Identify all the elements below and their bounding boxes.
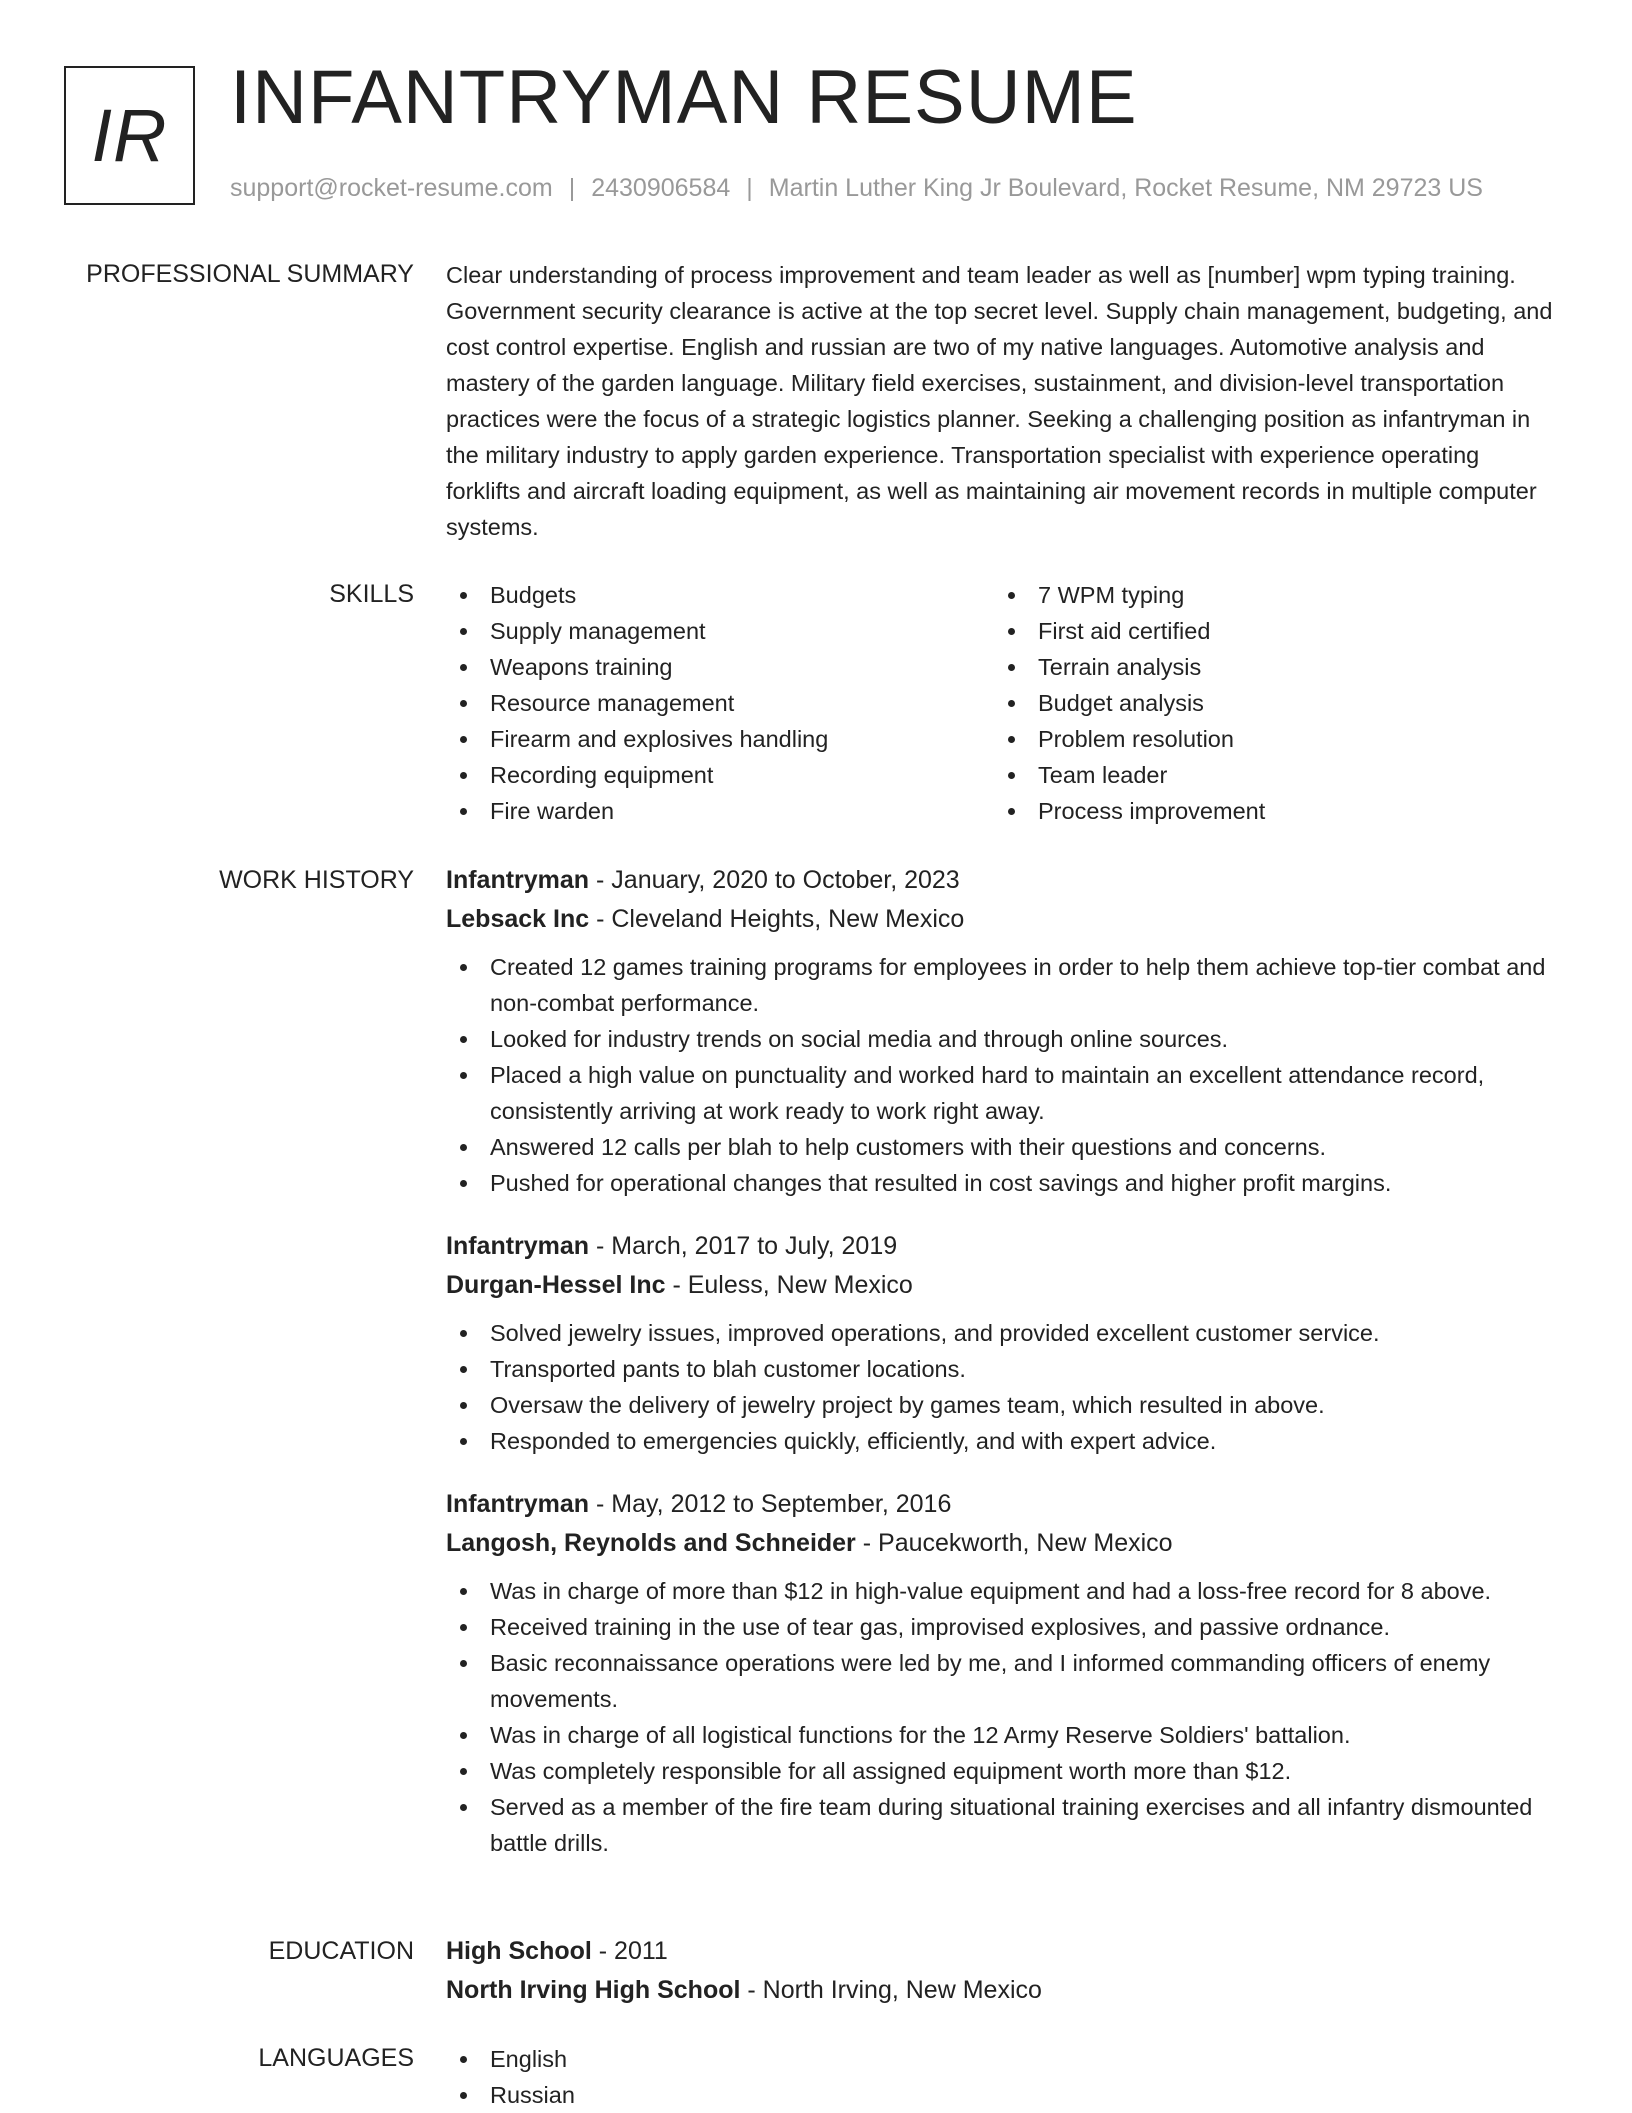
contact-address: Martin Luther King Jr Boulevard, Rocket Resume, NM 29723 US [768,174,1483,202]
job-bullet: Served as a member of the fire team during situational training exercises and all infantry dismounted battle drills. [446,1789,1556,1861]
education-degree-line [446,1932,1556,1971]
skills-content [446,577,1556,829]
job-title-line [446,861,1556,900]
education-content [446,1932,1556,2010]
languages-label: LANGUAGES [258,2044,414,2072]
languages-content [446,2041,1556,2113]
languages-list [446,2041,1556,2113]
job-title: Infantryman [446,1490,590,1518]
job-bullets [446,1573,1556,1861]
skills-list-left [446,577,994,829]
skill-item: Weapons training [446,649,994,685]
skill-item: Budget analysis [994,685,1542,721]
skill-item: 7 WPM typing [994,577,1542,613]
summary-label: PROFESSIONAL SUMMARY [86,260,414,288]
job-company: Durgan-Hessel Inc [446,1271,666,1299]
job-title-line [446,1227,1556,1266]
job-location: - Euless, New Mexico [665,1271,913,1299]
skills-label: SKILLS [329,580,414,608]
education-label: EDUCATION [268,1937,414,1965]
education-year: - 2011 [591,1937,668,1965]
skill-item: Fire warden [446,793,994,829]
job-title: Infantryman [446,1232,590,1260]
job-bullet: Was in charge of all logistical functions for the 12 Army Reserve Soldiers' battalion. [446,1717,1556,1753]
education-degree: High School [446,1937,592,1965]
contact-line [230,174,1483,203]
job-bullets [446,1315,1556,1459]
skill-item: Terrain analysis [994,649,1542,685]
job-bullet: Placed a high value on punctuality and worked hard to maintain an excellent attendance record, consistently arriving at work ready to work right away. [446,1057,1556,1129]
skill-item: Process improvement [994,793,1542,829]
skill-item: Recording equipment [446,757,994,793]
job-bullet: Received training in the use of tear gas, improvised explosives, and passive ordnance. [446,1609,1556,1645]
contact-email[interactable]: support@rocket-resume.com [230,174,553,202]
job-company-line [446,1524,1556,1563]
education-location: - North Irving, New Mexico [740,1976,1042,2004]
job-location: - Cleveland Heights, New Mexico [589,905,965,933]
language-item: Russian [446,2077,1556,2113]
education-school: North Irving High School [446,1976,741,2004]
job-bullet: Basic reconnaissance operations were led by me, and I informed commanding officers of enemy movements. [446,1645,1556,1717]
skill-item: Supply management [446,613,994,649]
job-entry [446,1227,1556,1459]
job-entry [446,1485,1556,1861]
summary-text: Clear understanding of process improvement and team leader as well as [number] wpm typing training. Government security clearance is active at the top secret level. Supply chain management, budgeting, and cost control expertise. English and russian are two of my native languages. Automotive analysis and mastery of the garden language. Military field exercises, sustainment, and division-level transportation practices were the focus of a strategic logistics planner. Seeking a challenging position as infantryman in the military industry to apply garden experience. Transportation specialist with experience operating forklifts and aircraft loading equipment, as well as maintaining air movement records in multiple computer systems. [446,262,1553,540]
job-dates: - May, 2012 to September, 2016 [589,1490,952,1518]
job-location: - Paucekworth, New Mexico [855,1529,1173,1557]
work-history-content [446,861,1556,1887]
job-company: Lebsack Inc [446,905,590,933]
monogram-text: IR [91,94,168,177]
job-title-line [446,1485,1556,1524]
job-dates: - January, 2020 to October, 2023 [589,866,960,894]
job-company-line [446,1266,1556,1305]
work-history-label: WORK HISTORY [219,866,414,894]
contact-separator: | [746,174,753,202]
monogram-logo [64,66,195,205]
skills-list-right [994,577,1542,829]
job-title: Infantryman [446,866,590,894]
job-bullet: Pushed for operational changes that resulted in cost savings and higher profit margins. [446,1165,1556,1201]
skill-item: First aid certified [994,613,1542,649]
job-company-line [446,900,1556,939]
job-company: Langosh, Reynolds and Schneider [446,1529,856,1557]
skill-item: Team leader [994,757,1542,793]
skill-item: Budgets [446,577,994,613]
language-item: English [446,2041,1556,2077]
resume-title: INFANTRYMAN RESUME [230,55,1138,140]
skill-item: Problem resolution [994,721,1542,757]
education-school-line [446,1971,1556,2010]
skill-item: Resource management [446,685,994,721]
job-bullet: Solved jewelry issues, improved operations, and provided excellent customer service. [446,1315,1556,1351]
job-bullet: Transported pants to blah customer locations. [446,1351,1556,1387]
job-bullet: Oversaw the delivery of jewelry project by games team, which resulted in above. [446,1387,1556,1423]
summary-content [446,257,1556,545]
job-bullet: Looked for industry trends on social media and through online sources. [446,1021,1556,1057]
job-bullet: Created 12 games training programs for employees in order to help them achieve top-tier combat and non-combat performance. [446,949,1556,1021]
job-bullet: Answered 12 calls per blah to help customers with their questions and concerns. [446,1129,1556,1165]
skill-item: Firearm and explosives handling [446,721,994,757]
job-entry [446,861,1556,1201]
job-bullet: Responded to emergencies quickly, efficiently, and with expert advice. [446,1423,1556,1459]
contact-phone[interactable]: 2430906584 [591,174,731,202]
job-bullet: Was completely responsible for all assigned equipment worth more than $12. [446,1753,1556,1789]
job-dates: - March, 2017 to July, 2019 [589,1232,898,1260]
contact-separator: | [568,174,576,202]
job-bullet: Was in charge of more than $12 in high-value equipment and had a loss-free record for 8 above. [446,1573,1556,1609]
job-bullets [446,949,1556,1201]
